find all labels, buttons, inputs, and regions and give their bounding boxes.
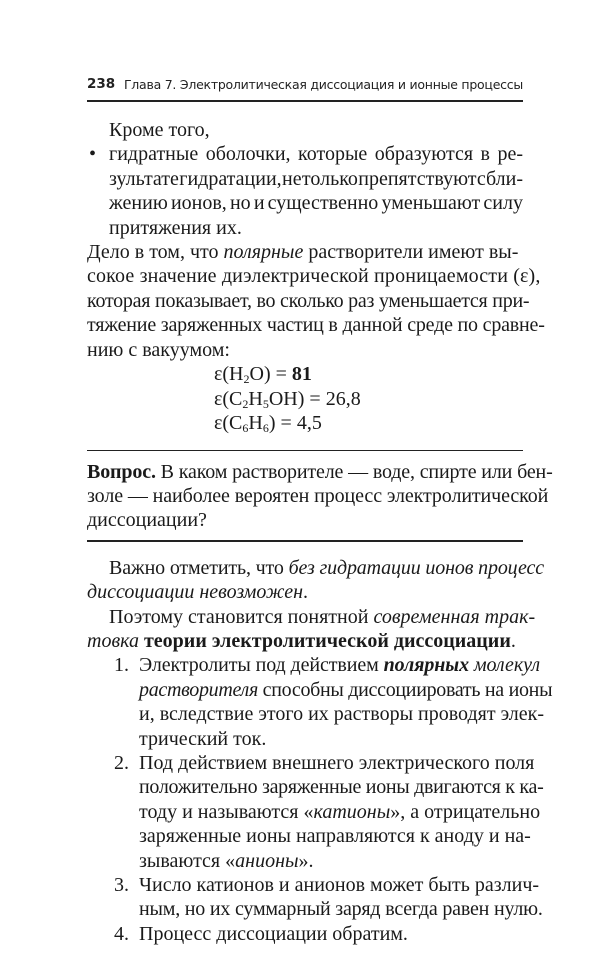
paragraph2	[87, 556, 544, 605]
permittivity-formulas	[87, 362, 523, 436]
bullet-line-4: притяжения их.	[109, 216, 242, 239]
formula-value: 4,5	[296, 412, 322, 435]
list-number: 4.	[114, 922, 129, 945]
numbered-list	[87, 653, 553, 946]
question-line3: диссоциации?	[87, 509, 207, 532]
bullet-icon: •	[89, 143, 97, 166]
list-item: 2. Под действием внешнего электрического поля положительно заряженные ионы двигаются к ка- тоду и называются «катионы», а отрицательно заряженные ионы направляются к аноду и на- зываются «анионы».	[114, 751, 544, 872]
bullet-line-3: жению ионов, но и существенно уменьшают силу	[109, 192, 523, 215]
question-bottom-rule	[87, 540, 523, 542]
bullet-line-1: гидратные оболочки, которые образуются в ре-	[109, 143, 523, 166]
question-line1: Вопрос. В каком растворителе — воде, спирте или бен-	[87, 460, 553, 483]
paragraph2-line1: Важно отметить, что без гидратации ионов процесс	[109, 556, 544, 579]
list-number: 1.	[114, 654, 129, 677]
question-line2: золе — наиболее вероятен процесс электролитической	[87, 485, 549, 508]
formula-water: $\varepsilon(H_2O) = 81$	[214, 362, 312, 386]
header-divider	[87, 100, 523, 102]
paragraph1-line2: сокое значение диэлектрической проницаемости (ε),	[87, 265, 541, 288]
paragraph3-line2: товка теории электролитической диссоциации.	[87, 630, 516, 653]
paragraph2-line2: диссоциации невозможен.	[87, 581, 309, 604]
question-top-rule	[87, 450, 523, 452]
paragraph1-line5: нию с вакуумом:	[87, 338, 230, 361]
formula-benzene: $\varepsilon(C_6H_6) = 4,5$	[214, 412, 322, 436]
body-text	[87, 118, 553, 946]
paragraph3	[87, 605, 536, 654]
question-label: Вопрос.	[87, 460, 156, 483]
list-item: 1. Электролиты под действием полярных молекул растворителя способны диссоциировать на ионы и, вследствие этого их растворы проводят элек- трический ток.	[114, 654, 553, 750]
question-box	[87, 450, 553, 542]
list-number: 2.	[114, 751, 129, 774]
paragraph1-line4: тяжение заряженных частиц в данной среде по сравне-	[87, 314, 545, 337]
paragraph1-line1: Дело в том, что полярные растворители имеют вы-	[87, 240, 519, 263]
running-head	[87, 76, 523, 98]
bullet-item	[87, 142, 523, 240]
formula-value: 26,8	[325, 387, 361, 410]
list-item: 3. Число катионов и анионов может быть различ- ным, но их суммарный заряд всегда равен нулю.	[114, 873, 543, 921]
chapter-title: Глава 7. Электролитическая диссоциация и ионные процессы	[123, 77, 523, 92]
paragraph3-line1: Поэтому становится понятной современная трак-	[109, 605, 536, 628]
formula-value: 81	[291, 362, 312, 385]
list-number: 3.	[114, 873, 129, 896]
intro-lead: Кроме того,	[109, 119, 210, 141]
paragraph1-line3: которая показывает, во сколько раз уменьшается при-	[87, 289, 530, 312]
formula-ethanol: $\varepsilon(C_2H_5OH) = 26,8$	[214, 387, 361, 411]
page-number: 238	[87, 76, 116, 92]
list-item: 4. Процесс диссоциации обратим.	[114, 922, 408, 945]
bullet-line-2: зультате гидратации, не только препятствуют сбли-	[109, 167, 523, 190]
